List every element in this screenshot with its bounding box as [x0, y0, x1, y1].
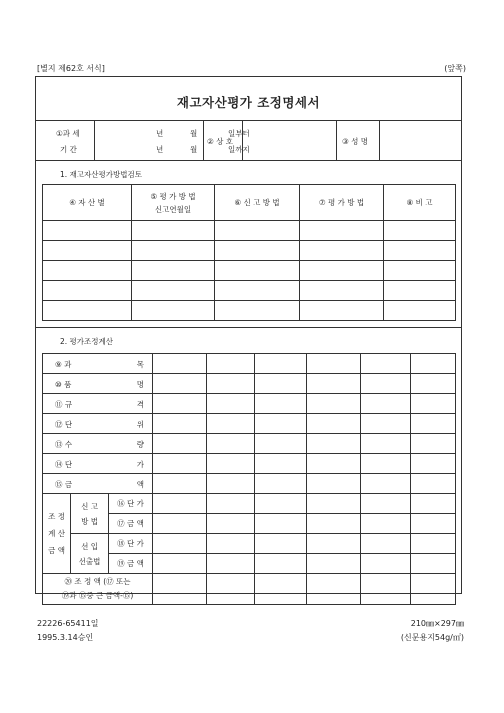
row-label-b: 위 — [136, 420, 145, 429]
row-label — [43, 394, 153, 414]
cell[interactable] — [361, 394, 411, 414]
table-row — [43, 574, 456, 605]
month-from: 월 — [190, 129, 198, 138]
cell[interactable] — [384, 281, 456, 301]
cell[interactable] — [43, 221, 132, 241]
table-row — [43, 241, 456, 261]
cell[interactable] — [255, 434, 307, 454]
cell[interactable] — [307, 394, 361, 414]
cell[interactable] — [300, 241, 384, 261]
cell[interactable] — [411, 494, 456, 514]
row-label-b: 량 — [136, 440, 145, 449]
table-row — [43, 221, 456, 241]
cell[interactable] — [207, 354, 255, 374]
divider — [36, 120, 461, 121]
cell[interactable] — [384, 221, 456, 241]
company-label: ② 상 호 — [207, 137, 233, 146]
cell[interactable] — [411, 474, 456, 494]
row-label — [43, 434, 153, 454]
report-method-2: 방 법 — [81, 516, 98, 526]
section2-title: 2. 평가조정계산 — [60, 337, 114, 346]
table-row — [43, 474, 456, 494]
cell[interactable] — [132, 221, 215, 241]
cell[interactable] — [411, 374, 456, 394]
cell[interactable] — [361, 454, 411, 474]
cell[interactable] — [153, 474, 207, 494]
cell[interactable] — [153, 454, 207, 474]
cell[interactable] — [411, 414, 456, 434]
cell[interactable] — [255, 414, 307, 434]
table-row — [43, 394, 456, 414]
row-label-a: ⑫ 단 — [55, 420, 73, 429]
adjust-group-label — [43, 494, 71, 574]
table-row — [43, 281, 456, 301]
cell[interactable] — [153, 534, 207, 554]
cell[interactable] — [361, 494, 411, 514]
report-method-label — [71, 494, 109, 534]
adjust-group-2: 계 산 — [48, 529, 65, 538]
adjust-group-1: 조 정 — [48, 512, 65, 521]
form-frame — [35, 76, 462, 600]
row-label — [43, 474, 153, 494]
row-label — [43, 354, 153, 374]
cell[interactable] — [153, 414, 207, 434]
adjust-amount-label — [43, 574, 153, 605]
fifo-method-2: 선출법 — [78, 556, 101, 566]
cell[interactable] — [307, 414, 361, 434]
cell[interactable] — [300, 281, 384, 301]
period-label: ①과 세 — [56, 129, 80, 138]
cell[interactable] — [215, 281, 300, 301]
cell[interactable] — [43, 301, 132, 321]
col-asset: ④ 자 산 별 — [43, 185, 132, 221]
paper-type: (신문용지54g/㎡) — [400, 633, 464, 642]
cell[interactable] — [43, 261, 132, 281]
cell[interactable] — [215, 221, 300, 241]
cell[interactable] — [153, 354, 207, 374]
sub-amount-1: ⑰ 금 액 — [109, 514, 153, 534]
cell[interactable] — [255, 454, 307, 474]
cell[interactable] — [207, 454, 255, 474]
cell[interactable] — [255, 474, 307, 494]
cell[interactable] — [361, 534, 411, 554]
table-row — [43, 434, 456, 454]
cell[interactable] — [207, 394, 255, 414]
cell[interactable] — [361, 574, 411, 605]
adjust-group-3: 금 액 — [48, 546, 65, 555]
sub-unit-price-1: ⑯ 단 가 — [109, 494, 153, 514]
month-to: 월 — [190, 145, 198, 154]
cell[interactable] — [207, 534, 255, 554]
row-label — [43, 374, 153, 394]
cell[interactable] — [153, 494, 207, 514]
fifo-method-1: 선 입 — [81, 541, 98, 551]
row-label-b: 가 — [136, 460, 145, 469]
divider — [36, 327, 461, 328]
cell[interactable] — [411, 354, 456, 374]
period-label-2: 기 간 — [60, 145, 77, 154]
cell[interactable] — [255, 394, 307, 414]
cell[interactable] — [307, 474, 361, 494]
cell[interactable] — [255, 534, 307, 554]
divider — [94, 120, 95, 160]
cell[interactable] — [361, 414, 411, 434]
section2-table — [42, 353, 456, 605]
form-number: [별지 제62호 서식] — [37, 64, 105, 73]
cell[interactable] — [255, 494, 307, 514]
cell[interactable] — [361, 514, 411, 534]
cell[interactable] — [307, 354, 361, 374]
row-label-a: ⑭ 단 — [55, 460, 73, 469]
table-row — [43, 414, 456, 434]
cell[interactable] — [255, 554, 307, 574]
cell[interactable] — [207, 554, 255, 574]
cell[interactable] — [411, 434, 456, 454]
table-row — [43, 534, 456, 554]
cell[interactable] — [153, 434, 207, 454]
row-label-a: ⑩ 품 — [55, 380, 72, 389]
page-side: (앞쪽) — [444, 64, 466, 73]
form-code: 22226-65411일 — [37, 619, 99, 628]
paper-size: 210㎜×297㎜ — [410, 619, 464, 628]
cell[interactable] — [384, 261, 456, 281]
sub-unit-price-2: ⑱ 단 가 — [109, 534, 153, 554]
cell[interactable] — [43, 241, 132, 261]
cell[interactable] — [207, 474, 255, 494]
cell[interactable] — [307, 554, 361, 574]
cell[interactable] — [384, 241, 456, 261]
col-eval-method — [132, 185, 215, 221]
col-eval-method-line2: 신고연월일 — [154, 204, 192, 214]
cell[interactable] — [132, 281, 215, 301]
divider — [242, 120, 243, 160]
table-row — [43, 494, 456, 514]
cell[interactable] — [361, 354, 411, 374]
cell[interactable] — [307, 534, 361, 554]
cell[interactable] — [300, 261, 384, 281]
day-to: 일까지 — [228, 145, 250, 154]
cell[interactable] — [215, 241, 300, 261]
cell[interactable] — [153, 574, 207, 605]
cell[interactable] — [307, 574, 361, 605]
cell[interactable] — [43, 281, 132, 301]
year-to: 년 — [156, 145, 164, 154]
cell[interactable] — [411, 574, 456, 605]
section1-table — [42, 184, 456, 321]
day-from: 일부터 — [228, 129, 250, 138]
cell[interactable] — [411, 514, 456, 534]
adjust-amount-2: ⑲과 ⑮중 큰 금액-⑮) — [61, 591, 134, 600]
col-remarks: ⑧ 비 고 — [384, 185, 456, 221]
cell[interactable] — [361, 474, 411, 494]
cell[interactable] — [153, 374, 207, 394]
cell[interactable] — [411, 554, 456, 574]
row-label-a: ⑪ 규 — [55, 400, 73, 409]
cell[interactable] — [255, 374, 307, 394]
form-title: 재고자산평가 조정명세서 — [176, 95, 321, 110]
cell[interactable] — [307, 514, 361, 534]
cell[interactable] — [207, 414, 255, 434]
cell[interactable] — [153, 554, 207, 574]
section1-title: 1. 재고자산평가방법검토 — [60, 170, 142, 179]
row-label-b: 목 — [136, 360, 145, 369]
name-label: ③ 성 명 — [342, 137, 368, 146]
adjust-amount-1: ⑳ 조 정 액 (⑰ 또는 — [64, 577, 131, 586]
cell[interactable] — [307, 434, 361, 454]
cell[interactable] — [207, 574, 255, 605]
sub-amount-2: ⑲ 금 액 — [109, 554, 153, 574]
cell[interactable] — [411, 394, 456, 414]
cell[interactable] — [207, 514, 255, 534]
year-from: 년 — [156, 129, 164, 138]
cell[interactable] — [255, 354, 307, 374]
cell[interactable] — [411, 534, 456, 554]
divider — [336, 120, 337, 160]
cell[interactable] — [300, 221, 384, 241]
row-label-a: ⑨ 과 — [55, 360, 72, 369]
cell[interactable] — [411, 454, 456, 474]
cell[interactable] — [207, 374, 255, 394]
cell[interactable] — [207, 434, 255, 454]
col-eval-method-2: ⑦ 평 가 방 법 — [300, 185, 384, 221]
col-report-method: ⑥ 신 고 방 법 — [215, 185, 300, 221]
cell[interactable] — [207, 494, 255, 514]
cell[interactable] — [132, 261, 215, 281]
cell[interactable] — [307, 454, 361, 474]
cell[interactable] — [132, 301, 215, 321]
divider — [379, 120, 380, 160]
approval-date: 1995.3.14승인 — [37, 633, 94, 642]
table-row — [43, 374, 456, 394]
row-label-a: ⑮ 금 — [55, 480, 73, 489]
cell[interactable] — [255, 574, 307, 605]
cell[interactable] — [215, 261, 300, 281]
row-label — [43, 414, 153, 434]
cell[interactable] — [255, 514, 307, 534]
cell[interactable] — [153, 514, 207, 534]
cell[interactable] — [153, 394, 207, 414]
report-method-1: 신 고 — [81, 501, 98, 511]
divider — [36, 160, 461, 161]
fifo-method-label — [71, 534, 109, 574]
cell[interactable] — [132, 241, 215, 261]
cell[interactable] — [307, 494, 361, 514]
cell[interactable] — [384, 301, 456, 321]
cell[interactable] — [307, 374, 361, 394]
table-row — [43, 354, 456, 374]
cell[interactable] — [300, 301, 384, 321]
table-row — [43, 301, 456, 321]
table-row — [43, 261, 456, 281]
row-label-a: ⑬ 수 — [55, 440, 73, 449]
cell[interactable] — [215, 301, 300, 321]
table-row — [43, 454, 456, 474]
row-label-b: 명 — [136, 380, 145, 389]
cell[interactable] — [361, 554, 411, 574]
divider — [203, 120, 204, 160]
row-label — [43, 454, 153, 474]
row-label-b: 액 — [136, 480, 145, 489]
cell[interactable] — [361, 434, 411, 454]
row-label-b: 격 — [136, 400, 145, 409]
col-eval-method-line1: ⑤ 평 가 방 법 — [150, 191, 196, 201]
cell[interactable] — [361, 374, 411, 394]
